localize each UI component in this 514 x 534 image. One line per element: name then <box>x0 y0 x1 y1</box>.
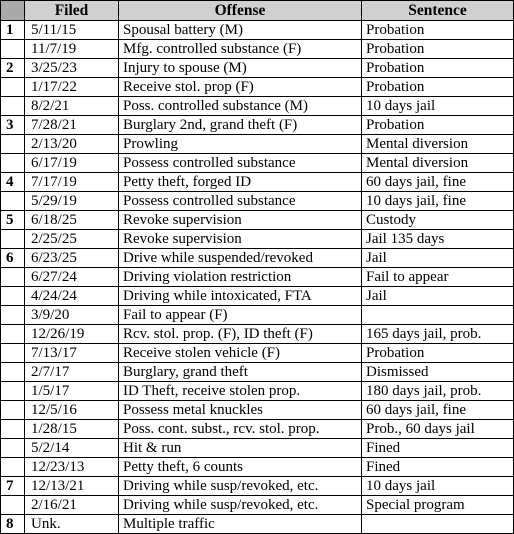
filed-date-cell: 5/11/15 <box>25 21 119 40</box>
filed-date-cell: 2/7/17 <box>25 363 119 382</box>
sentence-cell: Probation <box>362 40 514 59</box>
offense-cell: Revoke supervision <box>119 211 362 230</box>
offense-cell: Receive stol. prop (F) <box>119 78 362 97</box>
table-row <box>1 420 514 439</box>
sentence-cell: Probation <box>362 21 514 40</box>
sentence-cell: Mental diversion <box>362 135 514 154</box>
filed-date-cell: 5/2/14 <box>25 439 119 458</box>
table-row <box>1 173 514 192</box>
row-number-cell: 4 <box>1 173 25 192</box>
header-filed: Filed <box>25 1 119 21</box>
filed-date-cell: 12/26/19 <box>25 325 119 344</box>
row-number-cell <box>1 97 25 116</box>
sentence-cell: Jail <box>362 249 514 268</box>
sentence-cell: Fined <box>362 458 514 477</box>
sentence-cell: Probation <box>362 78 514 97</box>
filed-date-cell: 6/27/24 <box>25 268 119 287</box>
table-row <box>1 363 514 382</box>
sentence-cell: Probation <box>362 344 514 363</box>
offense-cell: ID Theft, receive stolen prop. <box>119 382 362 401</box>
sentence-cell: 165 days jail, prob. <box>362 325 514 344</box>
row-number-cell <box>1 420 25 439</box>
offense-cell: Possess controlled substance <box>119 154 362 173</box>
table-body <box>1 21 514 534</box>
row-number-cell <box>1 306 25 325</box>
row-number-cell: 3 <box>1 116 25 135</box>
offense-cell: Poss. controlled substance (M) <box>119 97 362 116</box>
row-number-cell <box>1 78 25 97</box>
table-row <box>1 439 514 458</box>
offense-cell: Injury to spouse (M) <box>119 59 362 78</box>
sentence-cell: Special program <box>362 496 514 515</box>
row-number-cell: 8 <box>1 515 25 534</box>
filed-date-cell: 1/17/22 <box>25 78 119 97</box>
table-row <box>1 59 514 78</box>
offense-cell: Petty theft, forged ID <box>119 173 362 192</box>
row-number-cell <box>1 268 25 287</box>
offense-cell: Rcv. stol. prop. (F), ID theft (F) <box>119 325 362 344</box>
sentence-cell: Probation <box>362 116 514 135</box>
filed-date-cell: 7/17/19 <box>25 173 119 192</box>
row-number-cell <box>1 287 25 306</box>
filed-date-cell: 3/9/20 <box>25 306 119 325</box>
row-number-cell: 6 <box>1 249 25 268</box>
offense-cell: Possess controlled substance <box>119 192 362 211</box>
header-number <box>1 1 25 21</box>
table-row <box>1 287 514 306</box>
filed-date-cell: 12/23/13 <box>25 458 119 477</box>
row-number-cell <box>1 401 25 420</box>
table-row <box>1 211 514 230</box>
filed-date-cell: 5/29/19 <box>25 192 119 211</box>
sentence-cell: Jail <box>362 287 514 306</box>
filed-date-cell: 6/17/19 <box>25 154 119 173</box>
sentence-cell: Prob., 60 days jail <box>362 420 514 439</box>
header-offense: Offense <box>119 1 362 21</box>
offense-cell: Burglary, grand theft <box>119 363 362 382</box>
sentence-cell: Mental diversion <box>362 154 514 173</box>
table-row <box>1 306 514 325</box>
row-number-cell: 7 <box>1 477 25 496</box>
table-row <box>1 249 514 268</box>
row-number-cell <box>1 496 25 515</box>
table-row <box>1 496 514 515</box>
row-number-cell: 1 <box>1 21 25 40</box>
offense-cell: Mfg. controlled substance (F) <box>119 40 362 59</box>
table-row <box>1 401 514 420</box>
sentence-cell: 180 days jail, prob. <box>362 382 514 401</box>
header-row <box>1 1 514 21</box>
sentence-cell: Probation <box>362 59 514 78</box>
table-row <box>1 477 514 496</box>
table-row <box>1 40 514 59</box>
filed-date-cell: 8/2/21 <box>25 97 119 116</box>
offense-cell: Petty theft, 6 counts <box>119 458 362 477</box>
row-number-cell <box>1 439 25 458</box>
sentence-cell <box>362 515 514 534</box>
filed-date-cell: 2/16/21 <box>25 496 119 515</box>
filed-date-cell: Unk. <box>25 515 119 534</box>
filed-date-cell: 12/5/16 <box>25 401 119 420</box>
row-number-cell <box>1 40 25 59</box>
filed-date-cell: 6/18/25 <box>25 211 119 230</box>
filed-date-cell: 2/13/20 <box>25 135 119 154</box>
table-row <box>1 268 514 287</box>
offense-cell: Driving while intoxicated, FTA <box>119 287 362 306</box>
offense-cell: Driving while susp/revoked, etc. <box>119 496 362 515</box>
sentence-cell: 60 days jail, fine <box>362 173 514 192</box>
offense-cell: Possess metal knuckles <box>119 401 362 420</box>
filed-date-cell: 1/5/17 <box>25 382 119 401</box>
table-row <box>1 230 514 249</box>
table-row <box>1 344 514 363</box>
sentence-cell: Jail 135 days <box>362 230 514 249</box>
sentence-cell: Dismissed <box>362 363 514 382</box>
table-row <box>1 458 514 477</box>
sentence-cell: 10 days jail, fine <box>362 192 514 211</box>
offense-cell: Burglary 2nd, grand theft (F) <box>119 116 362 135</box>
row-number-cell <box>1 363 25 382</box>
sentence-cell: 10 days jail <box>362 477 514 496</box>
offense-cell: Prowling <box>119 135 362 154</box>
filed-date-cell: 7/13/17 <box>25 344 119 363</box>
sentence-cell: 10 days jail <box>362 97 514 116</box>
table-row <box>1 21 514 40</box>
filed-date-cell: 4/24/24 <box>25 287 119 306</box>
table-row <box>1 154 514 173</box>
offense-cell: Multiple traffic <box>119 515 362 534</box>
filed-date-cell: 2/25/25 <box>25 230 119 249</box>
row-number-cell <box>1 230 25 249</box>
offense-cell: Fail to appear (F) <box>119 306 362 325</box>
offense-cell: Driving while susp/revoked, etc. <box>119 477 362 496</box>
offense-cell: Spousal battery (M) <box>119 21 362 40</box>
sentence-cell: Custody <box>362 211 514 230</box>
filed-date-cell: 11/7/19 <box>25 40 119 59</box>
row-number-cell <box>1 458 25 477</box>
row-number-cell <box>1 135 25 154</box>
table-row <box>1 382 514 401</box>
filed-date-cell: 7/28/21 <box>25 116 119 135</box>
table-row <box>1 135 514 154</box>
table-row <box>1 192 514 211</box>
sentence-cell: Fined <box>362 439 514 458</box>
row-number-cell <box>1 192 25 211</box>
offense-cell: Receive stolen vehicle (F) <box>119 344 362 363</box>
table-row <box>1 97 514 116</box>
sentence-cell: Fail to appear <box>362 268 514 287</box>
table-row <box>1 116 514 135</box>
table-row <box>1 325 514 344</box>
row-number-cell <box>1 325 25 344</box>
offense-cell: Drive while suspended/revoked <box>119 249 362 268</box>
offense-cell: Revoke supervision <box>119 230 362 249</box>
filed-date-cell: 3/25/23 <box>25 59 119 78</box>
header-sentence: Sentence <box>362 1 514 21</box>
offense-cell: Poss. cont. subst., rcv. stol. prop. <box>119 420 362 439</box>
offense-cell: Driving violation restriction <box>119 268 362 287</box>
table-row <box>1 515 514 534</box>
filed-date-cell: 12/13/21 <box>25 477 119 496</box>
row-number-cell: 2 <box>1 59 25 78</box>
row-number-cell <box>1 344 25 363</box>
row-number-cell <box>1 382 25 401</box>
offense-cell: Hit & run <box>119 439 362 458</box>
row-number-cell <box>1 154 25 173</box>
row-number-cell: 5 <box>1 211 25 230</box>
sentence-cell <box>362 306 514 325</box>
filed-date-cell: 1/28/15 <box>25 420 119 439</box>
filed-date-cell: 6/23/25 <box>25 249 119 268</box>
table-row <box>1 78 514 97</box>
sentence-cell: 60 days jail, fine <box>362 401 514 420</box>
